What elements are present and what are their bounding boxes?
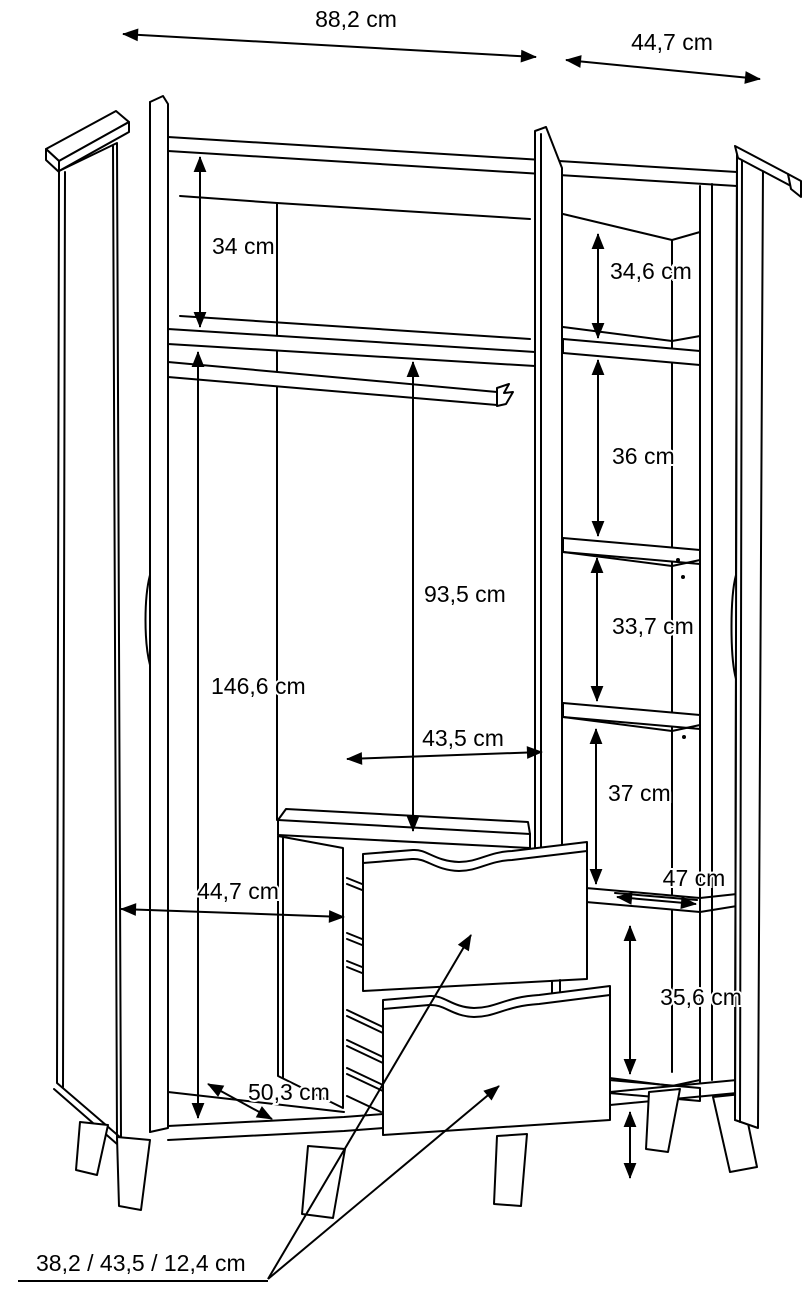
leg <box>76 1122 108 1175</box>
drawer-1 <box>363 842 587 991</box>
left-shelf-and-rail <box>168 316 535 406</box>
dimension-line-top-depth <box>566 60 760 79</box>
dim-label-right-interior-depth: 47 cm <box>662 865 726 891</box>
dim-label-upper-shelf-height: 34 cm <box>212 233 275 259</box>
dim-label-bottom-depth: 50,3 cm <box>248 1079 330 1105</box>
centre-door <box>535 127 562 858</box>
dim-label-top-width: 88,2 cm <box>315 6 397 32</box>
shelf-pin-hole <box>681 575 685 579</box>
leg <box>117 1137 150 1210</box>
left-door <box>46 111 129 1144</box>
dim-label-left-interior-width: 44,7 cm <box>197 878 279 904</box>
dim-label-drawer-dimensions: 38,2 / 43,5 / 12,4 cm <box>36 1250 246 1276</box>
drawer-2 <box>383 986 610 1135</box>
dimension-line-middle-interior-width <box>347 752 542 759</box>
dim-label-right-section-2: 36 cm <box>612 443 675 469</box>
dim-label-right-section-5: 35,6 cm <box>660 984 742 1010</box>
dim-label-top-depth: 44,7 cm <box>631 29 713 55</box>
dim-label-hanging-height: 93,5 cm <box>424 581 506 607</box>
leg <box>494 1134 527 1206</box>
dim-label-right-section-4: 37 cm <box>608 780 671 806</box>
leg <box>646 1089 680 1152</box>
dimension-line-top-width <box>123 34 536 57</box>
left-side-panel-door <box>146 96 169 1132</box>
dim-label-left-interior-height: 146,6 cm <box>211 673 306 699</box>
leg <box>302 1146 345 1218</box>
dim-label-right-section-1: 34,6 cm <box>610 258 692 284</box>
hanging-rail-hook <box>497 384 513 406</box>
shelf-pin-hole <box>682 735 686 739</box>
shelf-pin-hole <box>676 558 680 562</box>
dim-label-right-section-3: 33,7 cm <box>612 613 694 639</box>
top-panel <box>168 137 737 186</box>
right-door <box>732 146 802 1128</box>
dim-label-middle-interior-width: 43,5 cm <box>422 725 504 751</box>
